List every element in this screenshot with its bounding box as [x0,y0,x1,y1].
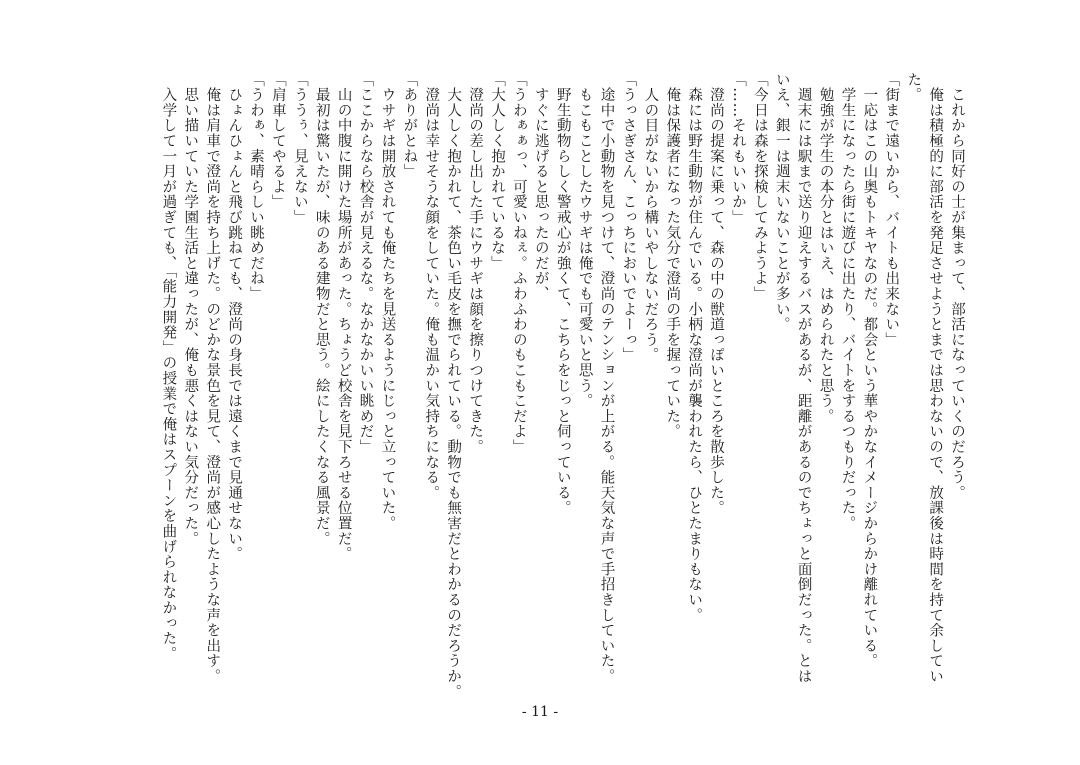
text-line: 「街まで遠いから、バイトも出来ない」 [883,72,900,348]
text-line: 澄尚の提案に乗って、森の中の獣道っぽいところを散歩した。 [708,72,725,516]
text-line: 学生になったら街に遊びに出たり、バイトをするつもりだった。 [839,72,856,531]
text-line: 俺は肩車で澄尚を持ち上げた。のどかな景色を見て、澄尚が感心したような声を出す。 [204,72,221,684]
text-line: 山の中腹に開けた場所があった。ちょうど校舎を見下ろせる位置だ。 [335,72,352,562]
text-line: 「ここからなら校舎が見えるな。なかなかいい眺めだ」 [357,72,374,455]
text-line: 週末には駅まで送り迎えするバスがあるが、距離があるのでちょっと面倒だった。とは [795,72,812,684]
text-line: いえ、銀一は週末いないことが多い。 [773,72,790,333]
text-line: 最初は驚いたが、味のある建物だと思う。絵にしたくなる風景だ。 [313,72,330,547]
text-line: 「大人しく抱かれているな」 [488,72,505,271]
text-line: 澄尚の差し出した手にウサギは顔を擦りつけてきた。 [467,72,484,455]
text-line: 人の目がないから構いやしないだろう。 [642,72,659,363]
text-line: 「うっさぎさん、こっちにおいでよーっ」 [620,72,637,363]
text-line: 俺は積極的に部活を発足させようとまでは思わないので、放課後は時間を持て余してい [927,72,944,684]
text-line: 大人しく抱かれて、茶色い毛皮を撫でられている。動物でも無害だとわかるのだろうか。 [445,72,462,700]
text-line: た。 [905,72,922,103]
text-line: 俺は保護者になった気分で澄尚の手を握っていた。 [664,72,681,440]
text-line: 森には野生動物が住んでいる。小柄な澄尚が襲われたら、ひとたまりもない。 [686,72,703,623]
text-line: ひょんひょんと飛び跳ねても、澄尚の身長では遠くまで見通せない。 [226,72,243,562]
text-line: ウサギは開放されても俺たちを見送るようにじっと立っていた。 [379,72,396,531]
text-line: 「肩車してやるよ」 [269,72,286,210]
page-number: - 11 - [521,704,559,720]
vertical-text-body [156,72,967,706]
text-line: 「うわぁ、素晴らしい眺めだね」 [248,72,264,302]
text-line: 一応はこの山奥もトキヤなのだ。都会という華やかなイメージからかけ離れている。 [861,72,878,669]
text-line: 「……それもいいか」 [729,72,746,225]
text-line: 思い描いていた学園生活と違ったが、俺も悪くはない気分だった。 [182,72,199,547]
text-line: 入学して一月が過ぎても、「能力開発」の授業で俺はスプーンを曲げられなかった。 [160,72,177,662]
text-line: 澄尚は幸せそうな顔をしていた。俺も温かい気持ちになる。 [423,72,440,501]
text-line: 途中で小動物を見つけて、澄尚のテンションが上がる。能天気な声で手招きしていた。 [598,72,615,684]
text-line: 「うわぁぁっ、可愛いねぇ。ふわふわのもこもこだよ」 [510,72,527,455]
text-line: 野生動物らしく警戒心が強くて、こちらをじっと伺っている。 [554,72,571,516]
text-line: これから同好の士が集まって、部活になっていくのだろう。 [949,72,965,501]
text-line: 勉強が学生の本分とはいえ、はめられたと思う。 [817,72,834,424]
text-line: 「ううぅ、見えない」 [291,72,308,225]
text-line: すぐに逃げると思ったのだが、 [532,72,549,302]
text-line: 「ありがとね」 [401,72,418,180]
text-line: もこもことしたウサギは俺でも可愛いと思う。 [576,72,593,409]
text-line: 「今日は森を探検してみようよ」 [751,72,768,302]
